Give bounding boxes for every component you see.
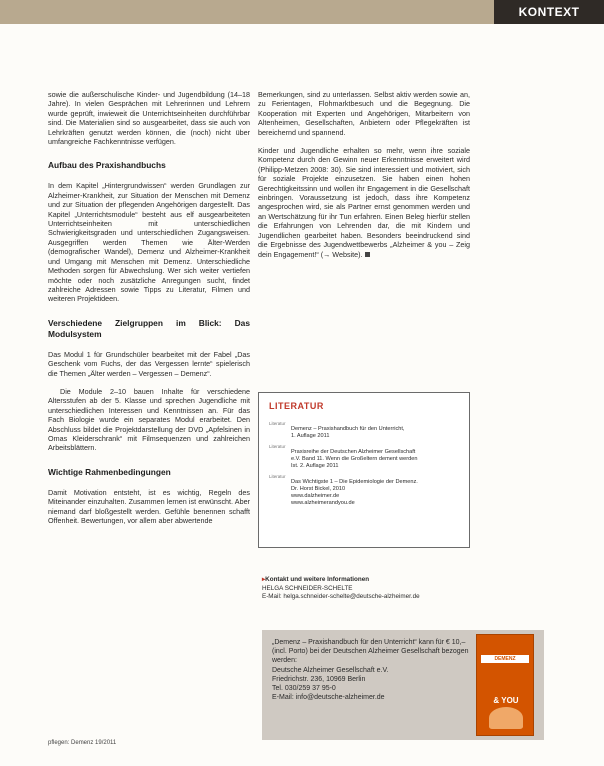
left-paragraph-4: Die Module 2–10 bauen Inhalte für verschiedene Altersstufen ab der 5. Klasse und sprechen Jugendliche mit unterschiedlichen Interessen und Kenntnissen an. Für das Fach Biologie wurde ein separates Modul erarbeitet. Den Abschluss bildet die Projektdarstellung der DVD „Apfelsinen in Omas Kleiderschrank“ mit Filmsequenzen und zahlreichen Arbeitsblättern. <box>48 386 250 453</box>
literature-link[interactable]: www.dalzheimer.de <box>291 493 340 499</box>
left-column <box>48 90 250 534</box>
literature-line: Praxisreihe der Deutschen Alzheimer Gesellschaft <box>291 449 416 455</box>
literature-tag: Literatur <box>269 474 286 479</box>
promo-email[interactable]: E-Mail: info@deutsche-alzheimer.de <box>272 694 385 702</box>
contact-title: ▸ Kontakt und weitere Informationen <box>262 576 482 585</box>
contact-block <box>262 576 482 602</box>
literature-entry <box>269 444 459 470</box>
literature-line: 1. Auflage 2011 <box>291 433 330 439</box>
promo-intro: „Demenz – Praxishandbuch für den Unterricht“ kann für € 10,– (incl. Porto) bei der Deutschen Alzheimer Gesellschaft bezogen werden: <box>272 639 469 665</box>
literature-tag: Literatur <box>269 421 286 426</box>
literature-link[interactable]: www.alzheimerandyou.de <box>291 500 355 506</box>
left-paragraph-1: sowie die außerschulische Kinder- und Jugendbildung (14–18 Jahre). In vielen Gesprächen mit Lehrerinnen und Lehrern wurde geprüft, inwieweit die Unterrichtseinheiten durchführbar sind. Die Materialien sind so ausgearbeitet, dass sie auch von Lehrkräften genutzt werden können, die (noch) nicht über umfangreiche Fachkenntnisse verfügen. <box>48 90 250 147</box>
contact-name: HELGA SCHNEIDER-SCHELTE <box>262 584 353 592</box>
end-mark-icon <box>365 252 370 257</box>
promo-text <box>272 638 470 702</box>
book-label: DEMENZ <box>481 655 529 663</box>
literature-line: Demenz – Praxishandbuch für den Unterricht, <box>291 426 405 432</box>
promo-address: Friedrichstr. 236, 10969 Berlin <box>272 675 366 683</box>
literature-entry <box>269 474 459 507</box>
literature-line: e.V. Band 11. Wenn die Großeltern dement werden <box>291 456 418 462</box>
heading-rahmenbedingungen: Wichtige Rahmenbedingungen <box>48 466 171 477</box>
page-footer: pflegen: Demenz 19/2011 <box>48 740 117 746</box>
book-subtitle: & YOU <box>493 696 519 705</box>
literature-line: Dr. Horst Bickel, 2010 <box>291 486 346 492</box>
promo-box <box>262 630 544 740</box>
literature-entry <box>269 421 459 440</box>
literature-tag: Literatur <box>269 444 286 449</box>
promo-org: Deutsche Alzheimer Gesellschaft e.V. <box>272 666 389 674</box>
right-paragraph-2-text: Kinder und Jugendliche erhalten so mehr, wenn ihre soziale Kompetenz durch den Gewinn neuer Erkenntnisse erweitert wird (Philipp-Metzen 2008: 30). Sie sind interessiert und motiviert, sich für soziale Projekte einzusetzen. Sie haben einen hohen Gerechtigkeitssinn und wollen ihr Engagement in die Gesellschaft einbringen. Voraussetzung ist jedoch, dass ihre Kompetenz angesprochen wird, sie als Partner ernst genommen werden und an Wertschätzung für ihr Tun erfahren. Einen Beleg hierfür stellen die Erfahrungen von Lehrenden dar, die mit Kindern und Jugendlichen gearbeitet haben. Besonders beeindruckend sind die Ergebnisse des Jugendwettbewerbs „Alzheimer & you – Zeig dein Engagement!“ (→ Website). <box>258 146 470 259</box>
left-paragraph-3: Das Modul 1 für Grundschüler bearbeitet mit der Fabel „Das Geschenk vom Fuchs, der das Vergessen lernte“ spielerisch die Themen „Älter werden – Vergessen – Demenz“. <box>48 349 250 378</box>
promo-phone: Tel. 030/259 37 95-0 <box>272 685 336 693</box>
book-illustration-icon <box>489 707 523 729</box>
literature-box <box>258 392 470 548</box>
right-paragraph-2 <box>258 146 470 259</box>
right-paragraph-1: Bemerkungen, sind zu unterlassen. Selbst aktiv werden sowie an, zu Ferientagen, Flohmarktbesuch und die Begegnung. Die Kooperation mit Experten und Angehörigen, Mitarbeitern von Altenheimen, Gesellschaften, Anbietern oder Pflegekräften ist bereichernd und spannend. <box>258 90 470 137</box>
right-column <box>258 90 470 268</box>
contact-email[interactable]: E-Mail: helga.schneider-schelte@deutsche-alzheimer.de <box>262 593 420 600</box>
literature-title: LITERATUR <box>269 401 324 411</box>
left-paragraph-5: Damit Motivation entsteht, ist es wichtig, Regeln des Miteinander einzuhalten. Zusammen lernen ist erwünscht. Aber niemand darf bloßgestellt werden. Gefühle benennen schafft Offenheit. Bewertungen, vor allem aber abwertende <box>48 487 250 525</box>
literature-line: Ist. 2. Auflage 2011 <box>291 463 339 469</box>
left-paragraph-2: In dem Kapitel „Hintergrundwissen“ werden Grundlagen zur Alzheimer-Krankheit, zur Situation der Menschen mit Demenz und zur Situation der pflegenden Angehörigen dargestellt. Das Kapitel „Unterrichtsmodule“ besteht aus elf ausgearbeiteten Unterrichtseinheiten mit unterschiedlichen Schwierigkeitsgraden und unterschiedlichen Zugangsweisen. Ausgegriffen werden Themen wie Älter-Werden (demografischer Wandel), Demenz und Alzheimer-Krankheit und Umgang mit Menschen mit Demenz. Unterschiedliche Methoden sorgen für Abwechslung. Wer sich weiter vertiefen möchte oder noch zusätzliche Anregungen sucht, findet zahlreiche Adressen sowie Tipps zu Literatur, Filmen und weiteren Projektideen. <box>48 181 250 304</box>
section-tag: KONTEXT <box>494 0 604 24</box>
literature-line: Das Wichtigste 1 – Die Epidemiologie der Demenz. <box>291 479 418 485</box>
heading-zielgruppen: Verschiedene Zielgruppen im Blick: Das Modulsystem <box>48 317 250 339</box>
book-cover <box>476 634 534 736</box>
heading-aufbau: Aufbau des Praxishandbuchs <box>48 160 166 171</box>
